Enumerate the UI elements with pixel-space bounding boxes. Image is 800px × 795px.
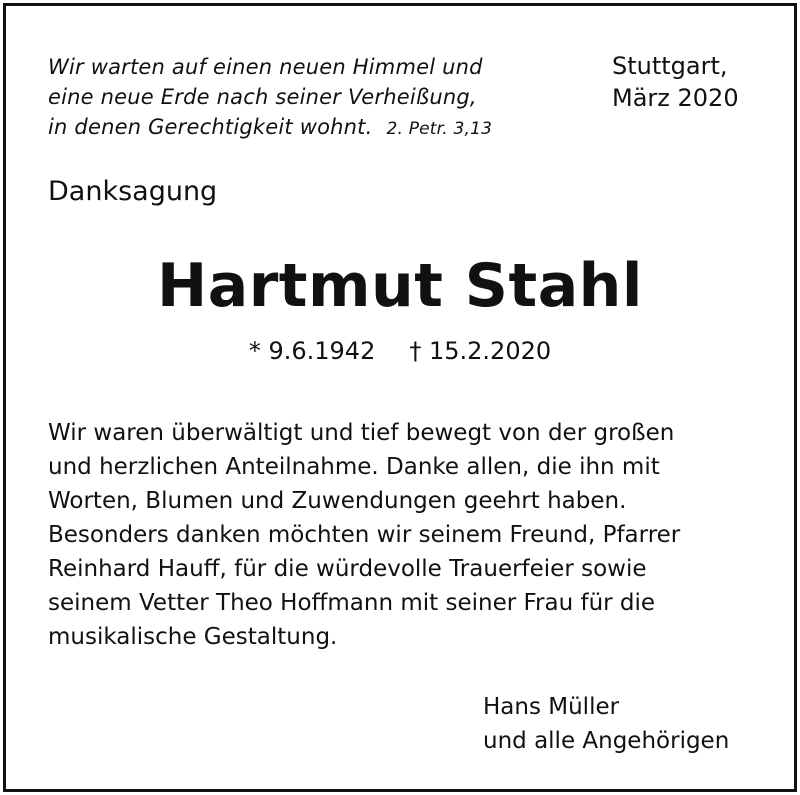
verse-line: eine neue Erde nach seiner Verheißung,: [48, 85, 477, 109]
signature-name: Hans Müller: [483, 694, 620, 720]
place: Stuttgart,: [612, 52, 728, 80]
life-dates: [0, 336, 800, 366]
body-line: musikalische Gestaltung.: [48, 624, 338, 650]
body-line: Worten, Blumen und Zuwendungen geehrt haben.: [48, 488, 627, 514]
bible-verse: [48, 52, 568, 144]
body-line: seinem Vetter Theo Hoffmann mit seiner Frau für die: [48, 590, 656, 616]
verse-line-last: [48, 112, 568, 144]
birth-date: * 9.6.1942: [248, 337, 376, 365]
death-date: † 15.2.2020: [409, 337, 552, 365]
thank-you-text: [48, 416, 778, 654]
signature-family: und alle Angehörigen: [483, 728, 730, 754]
notice-heading: Danksagung: [48, 176, 218, 207]
signature-block: [483, 690, 729, 758]
verse-reference: 2. Petr. 3,13: [386, 119, 493, 139]
body-line: und herzlichen Anteilnahme. Danke allen, die ihn mit: [48, 454, 660, 480]
date: März 2020: [612, 84, 739, 112]
body-line: Besonders danken möchten wir seinem Freund, Pfarrer: [48, 522, 681, 548]
place-date: [612, 50, 739, 114]
body-line: Reinhard Hauff, für die würdevolle Trauerfeier sowie: [48, 556, 647, 582]
body-line: Wir waren überwältigt und tief bewegt von der großen: [48, 420, 675, 446]
verse-line-text: in denen Gerechtigkeit wohnt.: [48, 115, 373, 139]
deceased-name: Hartmut Stahl: [157, 251, 643, 321]
verse-line: Wir warten auf einen neuen Himmel und: [48, 55, 483, 79]
